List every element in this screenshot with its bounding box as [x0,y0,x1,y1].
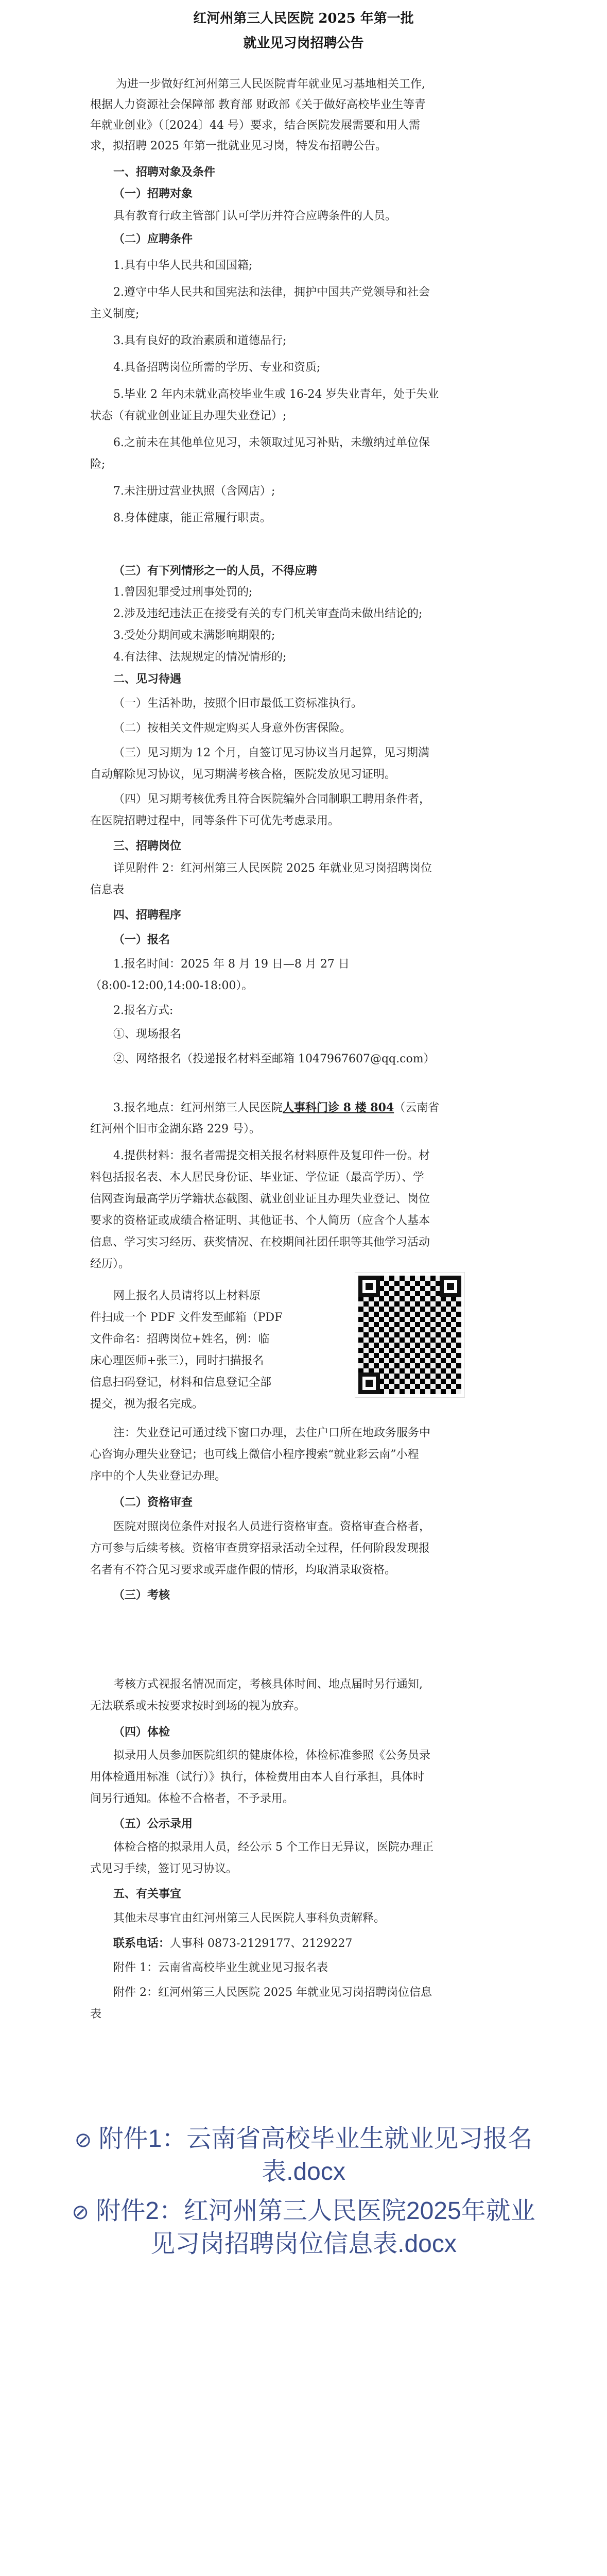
subsection-heading: （四）体检 [113,1725,170,1739]
condition-item: 险; [90,458,106,471]
paragraph-line: 红河州个旧市金湖东路 229 号）。 [90,1123,261,1136]
condition-item: 5.毕业 2 年内未就业高校毕业生或 16-24 岁失业青年，处于失业 [113,388,439,401]
paragraph-line: 经历）。 [90,1258,130,1270]
section-heading: 一、招聘对象及条件 [113,165,216,179]
paragraph-line: ①、现场报名 [113,1028,182,1041]
paragraph-line: 具有教育行政主管部门认可学历并符合应聘条件的人员。 [113,210,397,223]
subsection-heading: （二）资格审查 [113,1496,193,1509]
document-title-line1: 红河州第三人民医院 2025 年第一批 [193,11,414,26]
paragraph-line: 提交，视为报名完成。 [90,1398,204,1411]
intro-line: 根据人力资源社会保障部 教育部 财政部《关于做好高校毕业生等青 [90,98,426,111]
paragraph-line: 件扫成一个 PDF 文件发至邮箱（PDF [90,1311,283,1324]
subsection-heading: （二）应聘条件 [113,232,193,246]
paperclip-icon: ⊘ [72,2201,89,2224]
section-heading: 五、有关事宜 [113,1887,182,1901]
condition-item: 状态（有就业创业证且办理失业登记）; [90,410,287,422]
section-heading: 二、见习待遇 [113,672,182,686]
paragraph-line: 附件 2：红河州第三人民医院 2025 年就业见习岗招聘岗位信息 [113,1986,432,1999]
paragraph-line: 方可参与后续考核。资格审查贯穿招录活动全过程，任何阶段发现报 [90,1542,430,1555]
subsection-heading: （一）招聘对象 [113,187,193,200]
paragraph-line: 用体检通用标准（试行）》执行，体检费用由本人自行承担，具体时 [90,1771,425,1784]
attachment-2-line1: 附件2：红河州第三人民医院2025年就业 [96,2197,535,2225]
subsection-heading: （一）报名 [113,933,170,946]
attachment-link-1[interactable] [31,2123,576,2157]
paragraph-line: 表 [90,2008,102,2021]
paragraph-line: 医院对照岗位条件对报名人员进行资格审查。资格审查合格者， [113,1520,431,1533]
subsection-heading: （三）考核 [113,1588,170,1602]
treatment-item: （二）按相关文件规定购买人身意外伤害保险。 [113,722,352,735]
subsection-heading: （五）公示录用 [113,1817,193,1831]
paragraph-line: 心咨询办理失业登记；也可线上微信小程序搜索“就业彩云南”小程 [90,1448,419,1461]
exclusion-item: 4.有法律、法规规定的情况情形的; [113,651,287,664]
paragraph-line: 信息扫码登记，材料和信息登记全部 [90,1376,272,1389]
paragraph-line: ②、网络报名（投递报名材料至邮箱 1047967607@qq.com） [113,1053,435,1065]
place-suffix: （云南省 [394,1101,440,1114]
paragraph-line: 其他未尽事宜由红河州第三人民医院人事科负责解释。 [113,1912,386,1925]
attachment-link-2[interactable] [31,2195,576,2229]
contact-label: 联系电话： [113,1937,170,1950]
paragraph-line: 拟录用人员参加医院组织的健康体检，体检标准参照《公务员录 [113,1749,431,1762]
place-prefix: 3.报名地点：红河州第三人民医院 [113,1101,283,1114]
paragraph-line: （8:00-12:00,14:00-18:00）。 [90,979,253,992]
paragraph-line: 信息、学习实习经历、获奖情况、在校期间社团任职等其他学习活动 [90,1236,430,1249]
condition-item: 8.身体健康，能正常履行职责。 [113,512,271,524]
paragraph-line: 文件命名：招聘岗位+姓名，例：临 [90,1333,270,1346]
treatment-item: 在医院招聘过程中，同等条件下可优先考虑录用。 [90,815,340,827]
condition-item: 7.未注册过营业执照（含网店）; [113,485,275,498]
document-title-line2: 就业见习岗招聘公告 [243,36,364,51]
paragraph-line: 网上报名人员请将以上材料原 [113,1290,261,1302]
paragraph-line: 体检合格的拟录用人员，经公示 5 个工作日无异议，医院办理正 [113,1841,433,1854]
place-room: 人事科门诊 8 楼 804 [283,1101,394,1114]
condition-item: 1.具有中华人民共和国国籍; [113,259,253,272]
intro-line: 为进一步做好红河州第三人民医院青年就业见习基地相关工作, [116,78,425,91]
attachment-list [0,2112,607,2318]
attachment-1-line1: 附件1：云南省高校毕业生就业见习报名 [98,2125,533,2153]
exclusion-item: 3.受处分期间或未满影响期限的; [113,629,275,642]
paragraph-line: 料包括报名表、本人居民身份证、毕业证、学位证（最高学历）、学 [90,1171,425,1184]
attachment-1-line2[interactable]: 表.docx [262,2158,345,2185]
treatment-item: （四）见习期考核优秀且符合医院编外合同制职工聘用条件者， [113,793,431,806]
treatment-item: （三）见习期为 12 个月，自签订见习协议当月起算，见习期满 [113,747,429,759]
condition-item: 2.遵守中华人民共和国宪法和法律，拥护中国共产党领导和社会 [113,286,430,299]
paragraph-line: 床心理医师+张三），同时扫描报名 [90,1354,264,1367]
attachment-2-line2[interactable]: 见习岗招聘岗位信息表.docx [150,2230,457,2258]
condition-item: 主义制度; [90,308,140,320]
paragraph-line: 附件 1：云南省高校毕业生就业见习报名表 [113,1961,328,1974]
paragraph-line: 要求的资格证或成绩合格证明、其他证书、个人简历（应含个人基本 [90,1214,430,1227]
exclusion-item: 2.涉及违纪违法正在接受有关的专门机关审查尚未做出结论的; [113,607,423,620]
contact-line [113,1935,607,1952]
condition-item: 3.具有良好的政治素质和道德品行; [113,334,287,347]
paragraph-line: 式见习手续，签订见习协议。 [90,1862,238,1875]
paragraph-line: 4.提供材料：报名者需提交相关报名材料原件及复印件一份。材 [113,1149,430,1162]
paperclip-icon: ⊘ [74,2129,92,2151]
treatment-item: 自动解除见习协议，见习期满考核合格，医院发放见习证明。 [90,768,396,781]
paragraph-line: 2.报名方式: [113,1004,174,1017]
section-heading: 四、招聘程序 [113,908,182,922]
contact-value: 人事科 0873-2129177、2129227 [170,1937,353,1950]
condition-item: 4.具备招聘岗位所需的学历、专业和资质; [113,361,321,374]
paragraph-line: 序中的个人失业登记办理。 [90,1470,227,1483]
paragraph-line: 1.报名时间：2025 年 8 月 19 日—8 月 27 日 [113,958,350,971]
paragraph-line: 详见附件 2：红河州第三人民医院 2025 年就业见习岗招聘岗位 [113,862,432,875]
section-heading: 三、招聘岗位 [113,839,182,853]
paragraph-line: 注：失业登记可通过线下窗口办理，去住户口所在地政务服务中 [113,1427,431,1439]
treatment-item: （一）生活补助，按照个旧市最低工资标准执行。 [113,697,363,710]
place-line [113,1099,607,1116]
paragraph-line: 信网查询最高学历学籍状态截图、就业创业证且办理失业登记、岗位 [90,1193,430,1206]
subsection-heading: （三）有下列情形之一的人员，不得应聘 [113,564,318,578]
registration-qr-code[interactable] [355,1273,464,1397]
paragraph-line: 无法联系或未按要求按时到场的视为放弃。 [90,1700,306,1713]
paragraph-line: 名者有不符合见习要求或弄虚作假的情形，均取消录取资格。 [90,1564,396,1577]
paragraph-line: 信息表 [90,884,125,896]
condition-item: 6.之前未在其他单位见习，未领取过见习补贴，未缴纳过单位保 [113,436,430,449]
intro-line: 求，拟招聘 2025 年第一批就业见习岗，特发布招聘公告。 [90,140,387,152]
paragraph-line: 考核方式视报名情况而定，考核具体时间、地点届时另行通知, [113,1678,423,1691]
intro-line: 年就业创业》（〔2024〕44 号）要求，结合医院发展需要和用人需 [90,119,420,132]
paragraph-line: 间另行通知。体检不合格者，不予录用。 [90,1792,294,1805]
exclusion-item: 1.曾因犯罪受过刑事处罚的; [113,586,253,599]
